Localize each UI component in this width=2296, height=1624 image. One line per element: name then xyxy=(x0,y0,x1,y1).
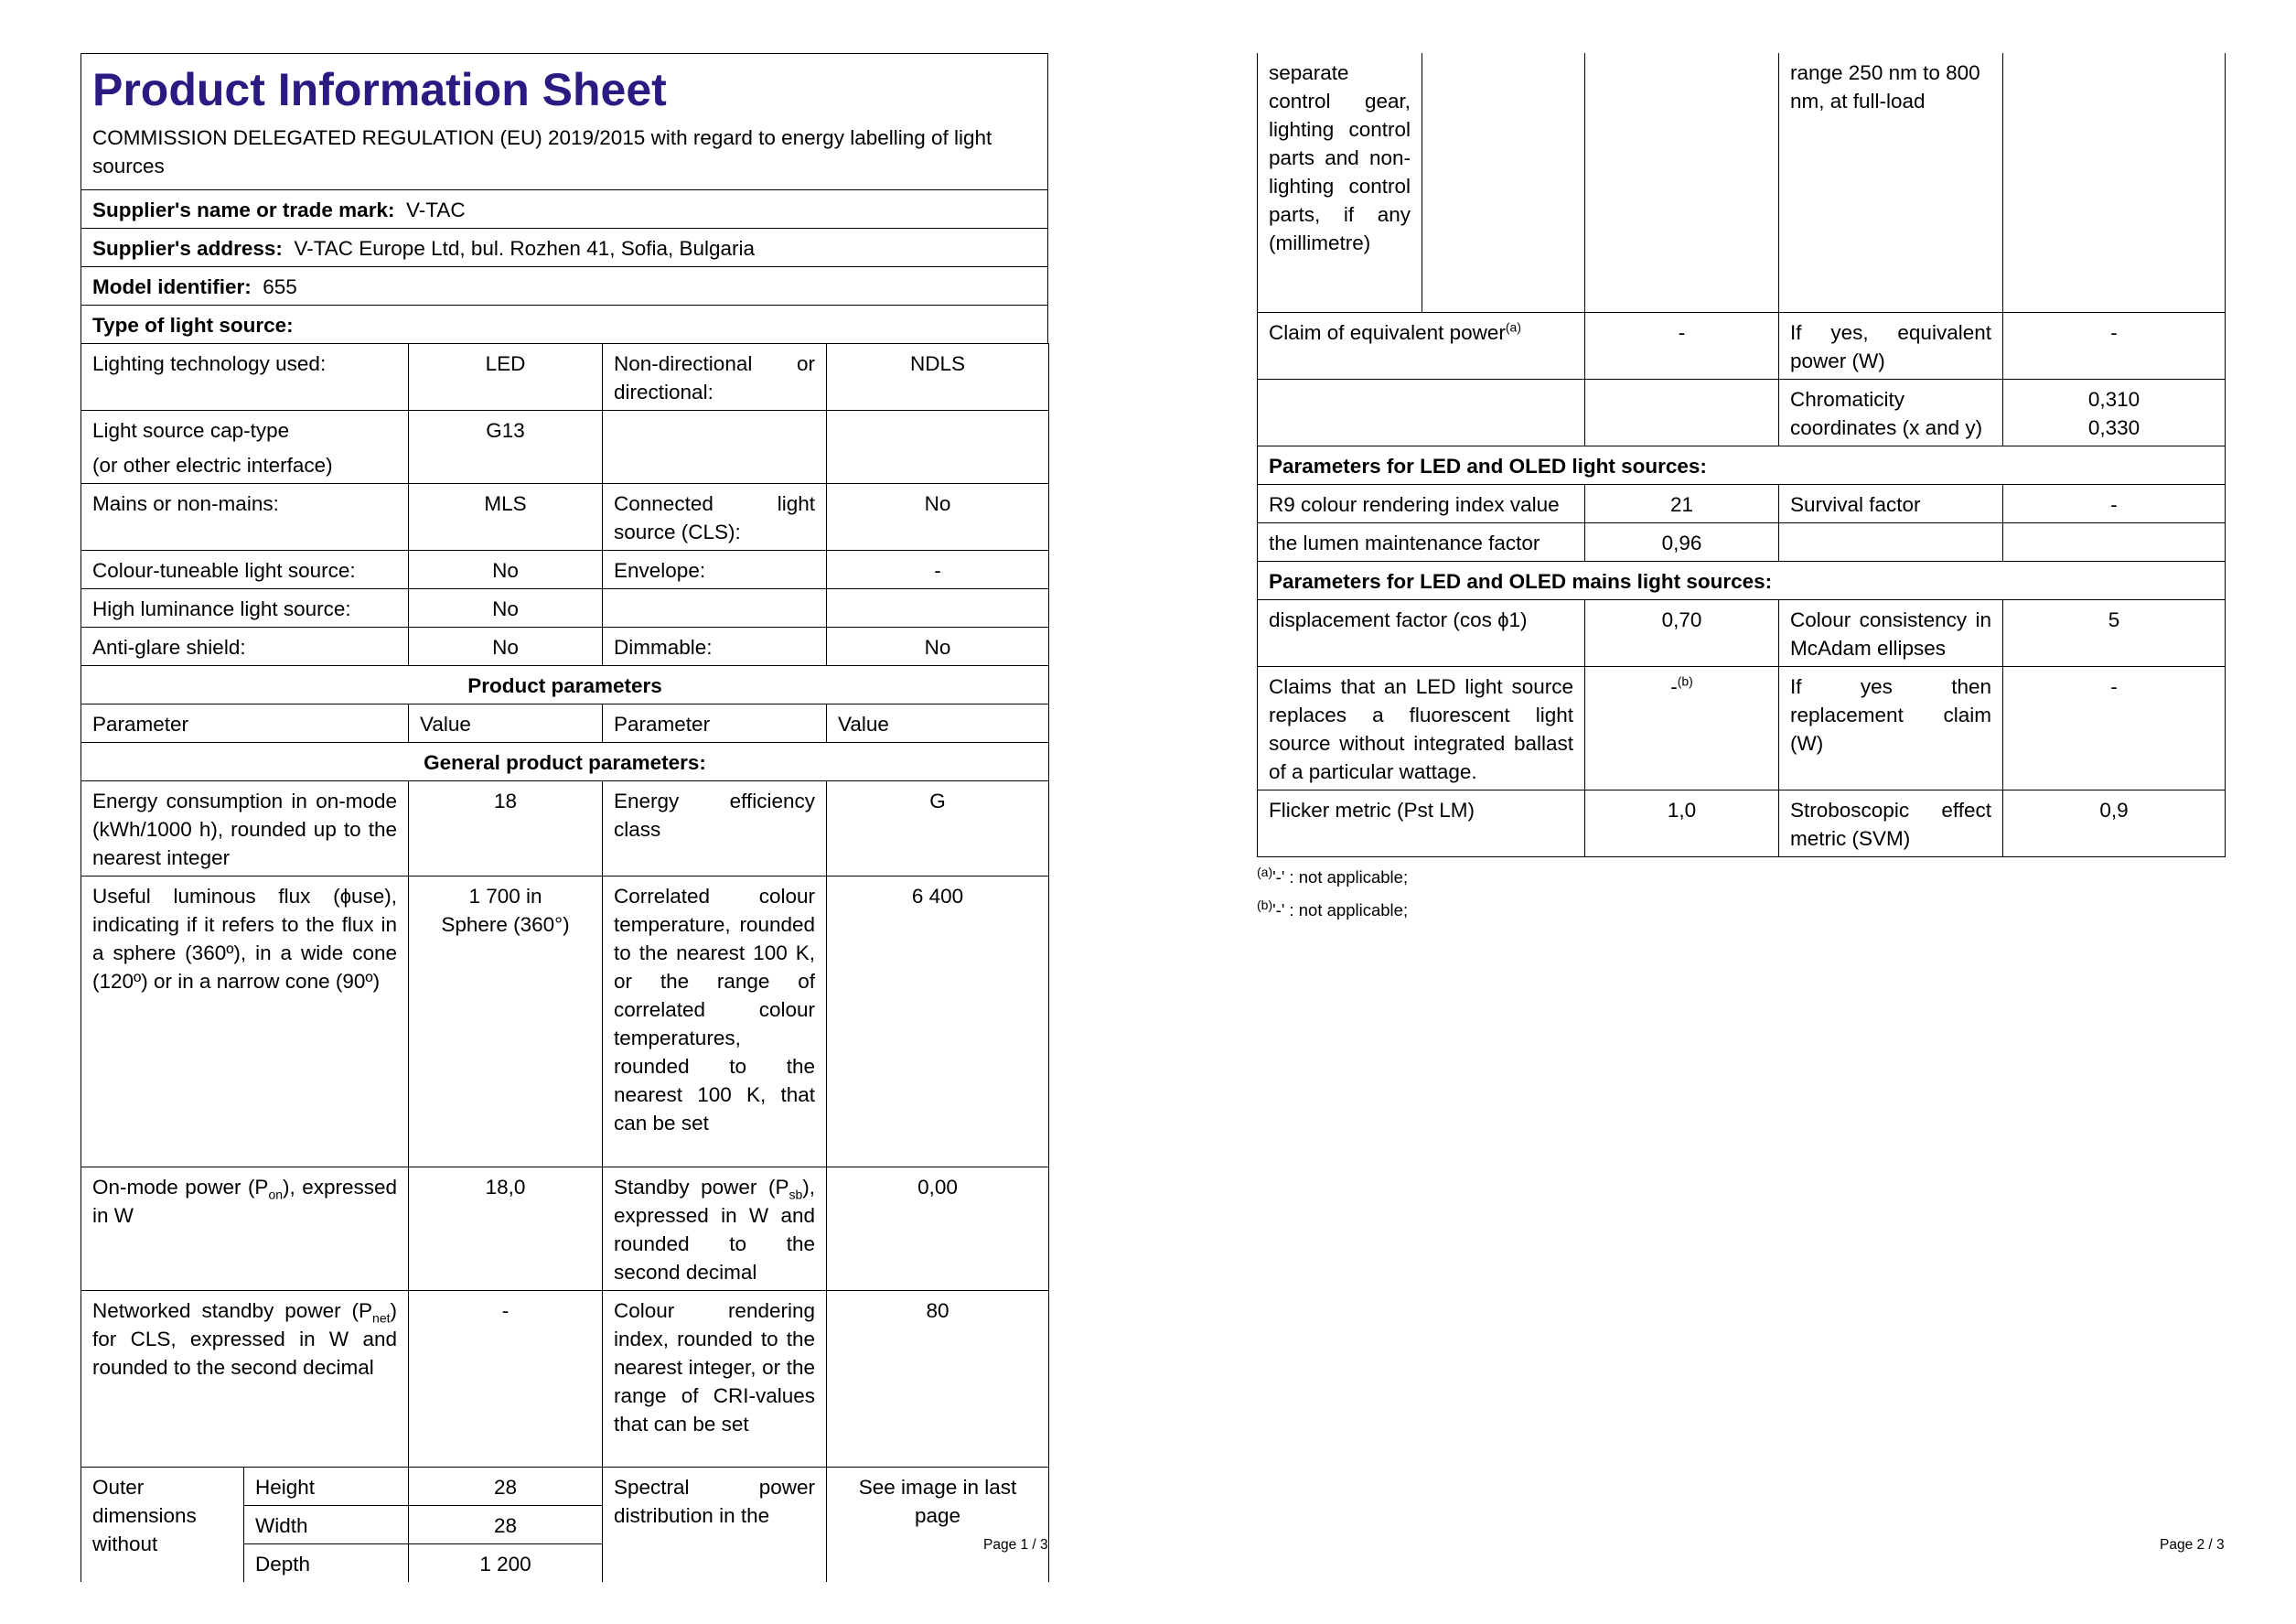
empty-cell xyxy=(1585,53,1779,312)
flicker-label: Flicker metric (Pst LM) xyxy=(1258,790,1585,856)
led-params-heading: Parameters for LED and OLED light sources: xyxy=(1258,446,2226,484)
on-mode-power-label: On-mode power $(P_{on})$, expressed in W xyxy=(81,1167,409,1290)
mains-label: Mains or non-mains: xyxy=(81,483,409,550)
energy-label: Energy consumption in on-mode (kWh/1000 h), rounded up to the nearest integer xyxy=(81,780,409,876)
spectral-value: See image in last page xyxy=(827,1467,1049,1582)
mains-value: MLS xyxy=(409,483,603,550)
lighting-tech-label: Lighting technology used: xyxy=(81,343,409,410)
high-lum-value: No xyxy=(409,588,603,627)
claims-value: -$^{(b)}$ xyxy=(1585,666,1779,790)
empty-cell xyxy=(2003,522,2226,561)
survival-value: - xyxy=(2003,484,2226,522)
cct-value: 6 400 xyxy=(827,876,1049,1167)
cap-type-value: G13 xyxy=(409,410,603,483)
empty-cell xyxy=(1779,522,2003,561)
cri-value: 80 xyxy=(827,1290,1049,1467)
claims-label: Claims that an LED light source replaces a fluorescent light source without integrated ballast of a particular wattage. xyxy=(1258,666,1585,790)
model-value: 655 xyxy=(263,275,297,298)
tuneable-value: No xyxy=(409,550,603,588)
dimmable-label: Dimmable: xyxy=(603,627,827,665)
supplier-name-row xyxy=(81,190,1048,229)
empty-cell xyxy=(2003,53,2226,312)
depth-value: 1 200 xyxy=(409,1543,603,1582)
networked-standby-label: Networked standby power $(P_{net})$ for CLS, expressed in W and rounded to the second decimal xyxy=(81,1290,409,1467)
envelope-value: - xyxy=(827,550,1049,588)
page-number-2: Page 2 / 3 xyxy=(2160,1537,2225,1553)
col-param-header: Parameter xyxy=(81,704,409,742)
flux-value-cell xyxy=(409,876,603,1167)
replacement-value: - xyxy=(2003,666,2226,790)
r9-value: 21 xyxy=(1585,484,1779,522)
model-label: Model identifier: xyxy=(92,275,252,298)
envelope-label: Envelope: xyxy=(603,550,827,588)
chromaticity-value-cell xyxy=(2003,379,2226,446)
equivalent-watt-value: - xyxy=(2003,312,2226,379)
cct-label: Correlated colour temperature, rounded to the nearest 100 K, or the range of correlated colour temperatures, rounded to the nearest 100 K, that can be set xyxy=(603,876,827,1167)
empty-cell xyxy=(603,410,827,483)
equivalent-power-value: - xyxy=(1585,312,1779,379)
empty-cell xyxy=(827,588,1049,627)
antiglare-value: No xyxy=(409,627,603,665)
flicker-value: 1,0 xyxy=(1585,790,1779,856)
col-value-header-2: Value xyxy=(827,704,1049,742)
height-label: Height xyxy=(244,1467,409,1505)
header-table xyxy=(80,53,1048,344)
displacement-value: 0,70 xyxy=(1585,599,1779,666)
height-value: 28 xyxy=(409,1467,603,1505)
empty-cell xyxy=(603,588,827,627)
empty-cell xyxy=(827,410,1049,483)
col-value-header: Value xyxy=(409,704,603,742)
flux-value: 1 700 in xyxy=(468,884,542,908)
page-1 xyxy=(80,53,1048,1582)
page-title: Product Information Sheet xyxy=(92,64,667,115)
continued-dimensions-label: separate control gear, lighting control parts and non-lighting control parts, if any (millimetre) xyxy=(1258,53,1422,312)
product-params-heading: Product parameters xyxy=(81,665,1049,704)
empty-cell xyxy=(1422,53,1585,312)
page-2 xyxy=(1257,53,2225,927)
replacement-label: If yes then replacement claim (W) xyxy=(1779,666,2003,790)
directional-value: NDLS xyxy=(827,343,1049,410)
page-number-1: Page 1 / 3 xyxy=(983,1537,1048,1553)
supplier-address-row xyxy=(81,229,1048,267)
continued-spectral-label: range 250 nm to 800 nm, at full-load xyxy=(1779,53,2003,312)
supplier-address-value: V-TAC Europe Ltd, bul. Rozhen 41, Sofia, Bulgaria xyxy=(294,237,756,260)
general-params-heading: General product parameters: xyxy=(81,742,1049,780)
high-lum-label: High luminance light source: xyxy=(81,588,409,627)
lumen-maintenance-label: the lumen maintenance factor xyxy=(1258,522,1585,561)
antiglare-label: Anti-glare shield: xyxy=(81,627,409,665)
flux-value-unit: Sphere (360°) xyxy=(441,912,570,936)
cap-type-label: Light source cap-type xyxy=(92,418,290,442)
type-heading-row xyxy=(81,306,1048,344)
equivalent-power-label: Claim of equivalent power$^{(a)}$ xyxy=(1258,312,1585,379)
dimmable-value: No xyxy=(827,627,1049,665)
directional-label: Non-directional or directional: xyxy=(603,343,827,410)
r9-label: R9 colour rendering index value xyxy=(1258,484,1585,522)
cap-type-label-2: (or other electric interface) xyxy=(92,453,333,477)
params-table-continued xyxy=(1257,53,2226,857)
width-label: Width xyxy=(244,1505,409,1543)
type-heading: Type of light source: xyxy=(92,314,294,337)
mains-params-heading: Parameters for LED and OLED mains light sources: xyxy=(1258,561,2226,599)
empty-cell xyxy=(1258,379,1585,446)
depth-label: Depth xyxy=(244,1543,409,1582)
displacement-label: displacement factor (cos ɸ1) xyxy=(1258,599,1585,666)
efficiency-label: Energy efficiency class xyxy=(603,780,827,876)
colour-consistency-label: Colour consistency in McAdam ellipses xyxy=(1779,599,2003,666)
footnote-a: $^{(a)}$'-' : not applicable; xyxy=(1257,864,1409,887)
networked-standby-value: - xyxy=(409,1290,603,1467)
tuneable-label: Colour-tuneable light source: xyxy=(81,550,409,588)
supplier-address-label: Supplier's address: xyxy=(92,237,283,260)
colour-consistency-value: 5 xyxy=(2003,599,2226,666)
cls-value: No xyxy=(827,483,1049,550)
standby-power-value: 0,00 xyxy=(827,1167,1049,1290)
chromaticity-x: 0,310 xyxy=(2087,387,2140,411)
standby-power-label: Standby power $(P_{sb})$, expressed in W and rounded to the second decimal xyxy=(603,1167,827,1290)
outer-dimensions-label: Outer dimensions without xyxy=(81,1467,244,1582)
supplier-name-value: V-TAC xyxy=(405,199,466,221)
lighting-tech-value: LED xyxy=(409,343,603,410)
width-value: 28 xyxy=(409,1505,603,1543)
flux-label: Useful luminous flux (ɸuse), indicating if it refers to the flux in a sphere (360º), in a wide cone (120º) or in a narrow cone (90º) xyxy=(81,876,409,1167)
survival-label: Survival factor xyxy=(1779,484,2003,522)
header-cell xyxy=(81,54,1048,190)
stroboscopic-label: Stroboscopic effect metric (SVM) xyxy=(1779,790,2003,856)
footnote-b: $^{(b)}$'-' : not applicable; xyxy=(1257,897,1409,920)
cri-label: Colour rendering index, rounded to the nearest integer, or the range of CRI-values that can be set xyxy=(603,1290,827,1467)
stroboscopic-value: 0,9 xyxy=(2003,790,2226,856)
model-row xyxy=(81,267,1048,306)
energy-value: 18 xyxy=(409,780,603,876)
equivalent-watt-label: If yes, equivalent power (W) xyxy=(1779,312,2003,379)
efficiency-value: G xyxy=(827,780,1049,876)
chromaticity-label: Chromaticity coordinates (x and y) xyxy=(1779,379,2003,446)
cap-type-cell xyxy=(81,410,409,483)
on-mode-power-value: 18,0 xyxy=(409,1167,603,1290)
empty-cell xyxy=(1585,379,1779,446)
params-table xyxy=(80,343,1049,1582)
regulation-text: COMMISSION DELEGATED REGULATION (EU) 2019/2015 with regard to energy labelling of light sources xyxy=(92,126,992,177)
lumen-maintenance-value: 0,96 xyxy=(1585,522,1779,561)
supplier-name-label: Supplier's name or trade mark: xyxy=(92,199,395,221)
chromaticity-y: 0,330 xyxy=(2087,415,2140,439)
spectral-label: Spectral power distribution in the xyxy=(603,1467,827,1582)
cls-label: Connected light source (CLS): xyxy=(603,483,827,550)
col-param-header-2: Parameter xyxy=(603,704,827,742)
